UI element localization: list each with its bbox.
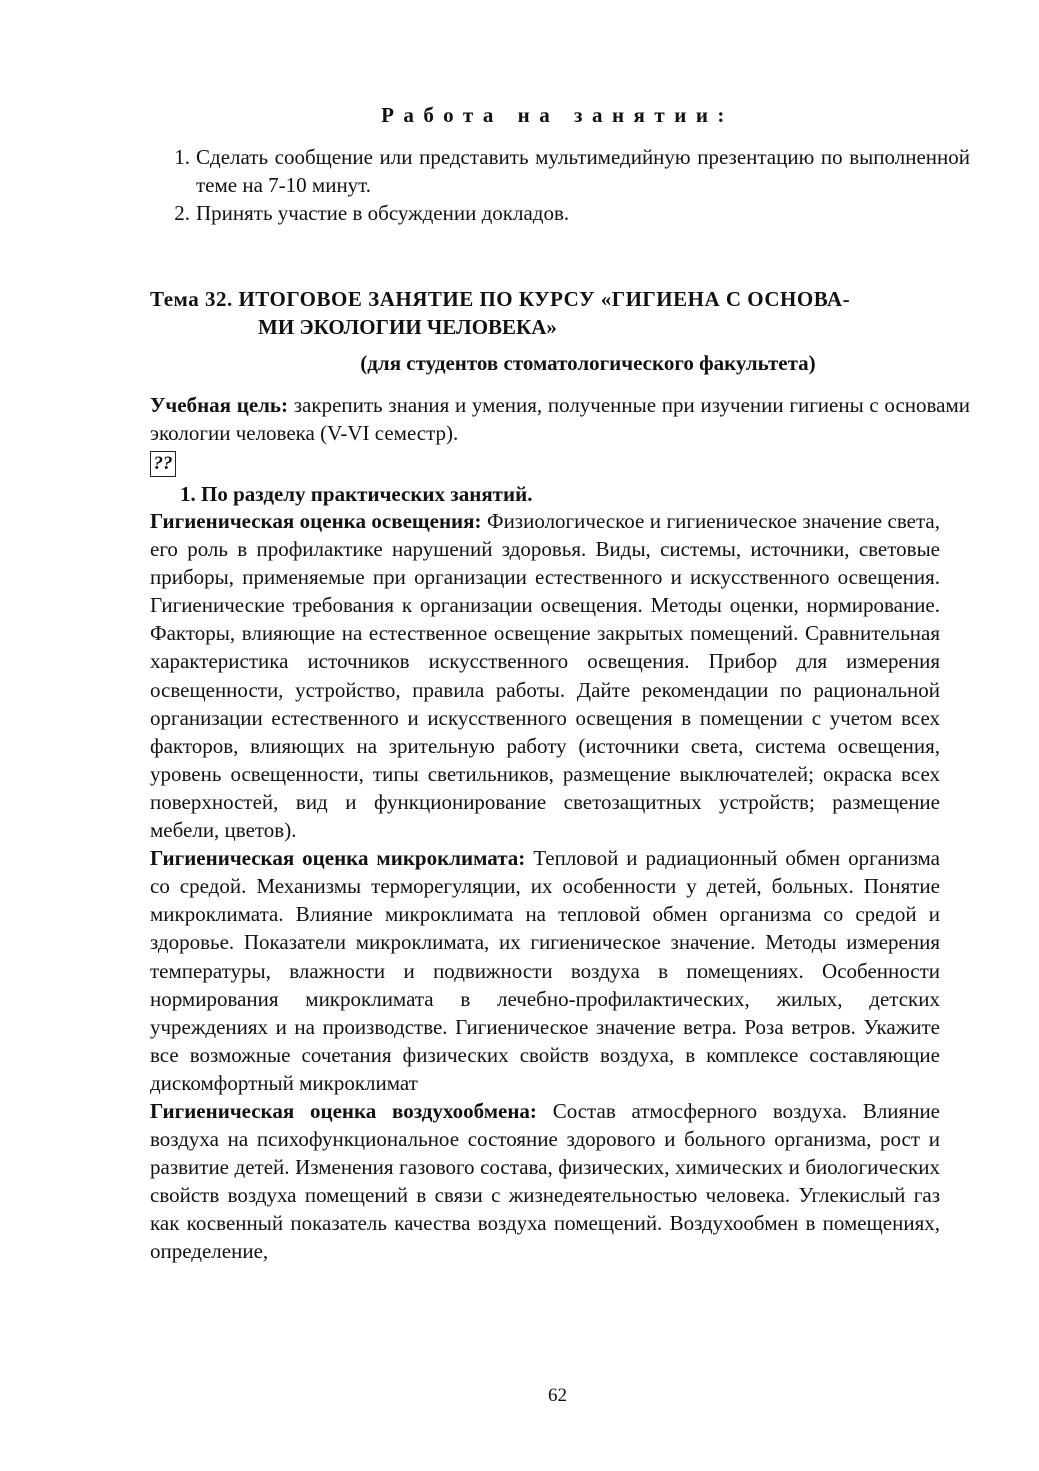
- paragraph-text: Физиологическое и гигиеническое значение света, его роль в профилактике нарушений здоровья. Виды, системы, источники, световые приборы, применяемые при организации естественного и искусственного освещения. Гигиенические требования к организации освещения. Методы оценки, нормирование. Факторы, влияющие на естественное освещение закрытых помещений. Сравнительная характеристика источников искусственного освещения. Прибор для измерения освещенности, устройство, правила работы. Дайте рекомендации по рациональной организации естественного и искусственного освещения в помещении с учетом всех факторов, влияющих на зрительную работу (источники света, система освещения, уровень освещенности, типы светильников, размещение выключателей; окраска всех поверхностей, вид и функционирование светозащитных устройств; размещение мебели, цветов).: [150, 509, 940, 843]
- topic-subtitle: (для студентов стоматологического факультета): [360, 351, 816, 375]
- topic-title: [150, 285, 970, 341]
- learning-goal-label: Учебная цель:: [150, 393, 289, 417]
- list-item: [150, 199, 970, 227]
- learning-goal-text: закрепить знания и умения, полученные при изучении гигиены с основами экологии человека (V-VI семестр).: [150, 393, 970, 445]
- list-item-number: 2.: [174, 201, 190, 225]
- paragraph-text: Тепловой и радиационный обмен организма со средой. Механизмы терморегуляции, их особенности у детей, больных. Понятие микроклимата. Влияние микроклимата на тепловой обмен организма со средой и здоровье. Показатели микроклимата, их гигиеническое значение. Методы измерения температуры, влажности и подвижности воздуха в помещениях. Особенности нормирования микроклимата в лечебно-профилактических, жилых, детских учреждениях и на производстве. Гигиеническое значение ветра. Роза ветров. Укажите все возможные сочетания физических свойств воздуха, в комплексе составляющие дискомфортный микроклимат: [150, 846, 940, 1095]
- paragraph-microclimate: [150, 844, 940, 1097]
- paragraph-label: Гигиеническая оценка воздухообмена:: [150, 1098, 537, 1123]
- section-body: [150, 507, 940, 1266]
- paragraph-air-exchange: [150, 1097, 940, 1266]
- topic-title-line-1: Тема 32. ИТОГОВОЕ ЗАНЯТИЕ ПО КУРСУ «ГИГИЕНА С ОСНОВА-: [150, 287, 851, 311]
- list-item: [150, 143, 970, 199]
- task-list: [150, 143, 970, 227]
- topic-title-line-2: МИ ЭКОЛОГИИ ЧЕЛОВЕКА»: [258, 315, 557, 339]
- questions-icon: ??: [150, 451, 176, 477]
- paragraph-text: Состав атмосферного воздуха. Влияние воздуха на психофункциональное состояние здорового и больного организма, рост и развитие детей. Изменения газового состава, физических, химических и биологических свойств воздуха помещений в связи с жизнедеятельностью человека. Углекислый газ как косвенный показатель качества воздуха помещений. Воздухообмен в помещениях, определение,: [150, 1098, 940, 1264]
- list-item-number: 1.: [174, 145, 190, 169]
- paragraph-label: Гигиеническая оценка микроклимата:: [150, 846, 526, 871]
- work-heading: Работа на занятии:: [381, 103, 734, 127]
- page-number: 62: [548, 1385, 567, 1406]
- list-item-text: Сделать сообщение или представить мультимедийную презентацию по выполненной теме на 7-10 минут.: [196, 145, 970, 197]
- list-item-text: Принять участие в обсуждении докладов.: [196, 201, 570, 225]
- section-heading: 1. По разделу практических занятий.: [180, 482, 533, 506]
- paragraph-label: Гигиеническая оценка освещения:: [150, 509, 482, 533]
- paragraph-lighting: [150, 507, 940, 844]
- learning-goal: [150, 391, 970, 447]
